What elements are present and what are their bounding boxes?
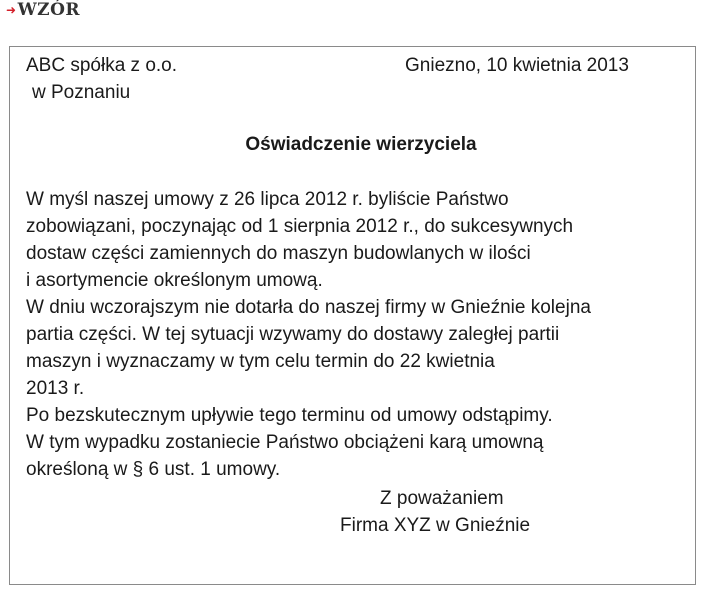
sender-city: w Poznaniu <box>32 82 131 103</box>
place-and-date: Gniezno, 10 kwietnia 2013 <box>405 55 629 76</box>
sender-block <box>26 52 177 106</box>
closing-block <box>340 485 530 539</box>
body-line: 2013 r. <box>26 378 85 399</box>
body-line: W dniu wczorajszym nie dotarła do naszej firmy w Gnieźnie kolejna <box>26 297 591 318</box>
body-line: W tym wypadku zostaniecie Państwo obciążeni karą umowną <box>26 432 544 453</box>
body-line: zobowiązani, poczynając od 1 sierpnia 2012 r., do sukcesywnych <box>26 216 574 237</box>
signature: Firma XYZ w Gnieźnie <box>340 515 531 536</box>
body-line: Po bezskutecznym upływie tego terminu od umowy odstąpimy. <box>26 405 553 426</box>
closing-greeting: Z poważaniem <box>380 488 504 509</box>
body-line: partia części. W tej sytuacji wzywamy do dostawy zaległej partii <box>26 324 560 345</box>
sender-name: ABC spółka z o.o. <box>26 55 178 76</box>
sample-label <box>6 0 80 20</box>
letter-body <box>26 186 696 483</box>
body-line: maszyn i wyznaczamy w tym celu termin do 22 kwietnia <box>26 351 495 372</box>
body-line: W myśl naszej umowy z 26 lipca 2012 r. byliście Państwo <box>26 189 509 210</box>
letter-title: Oświadczenie wierzyciela <box>245 134 477 155</box>
sample-label-text: WZÓR <box>17 0 81 20</box>
body-line: określoną w § 6 ust. 1 umowy. <box>26 459 281 480</box>
body-line: dostaw części zamiennych do maszyn budowlanych w ilości <box>26 243 531 264</box>
arrow-marker-icon: ➜ <box>6 3 17 17</box>
body-line: i asortymencie określonym umową. <box>26 270 323 291</box>
